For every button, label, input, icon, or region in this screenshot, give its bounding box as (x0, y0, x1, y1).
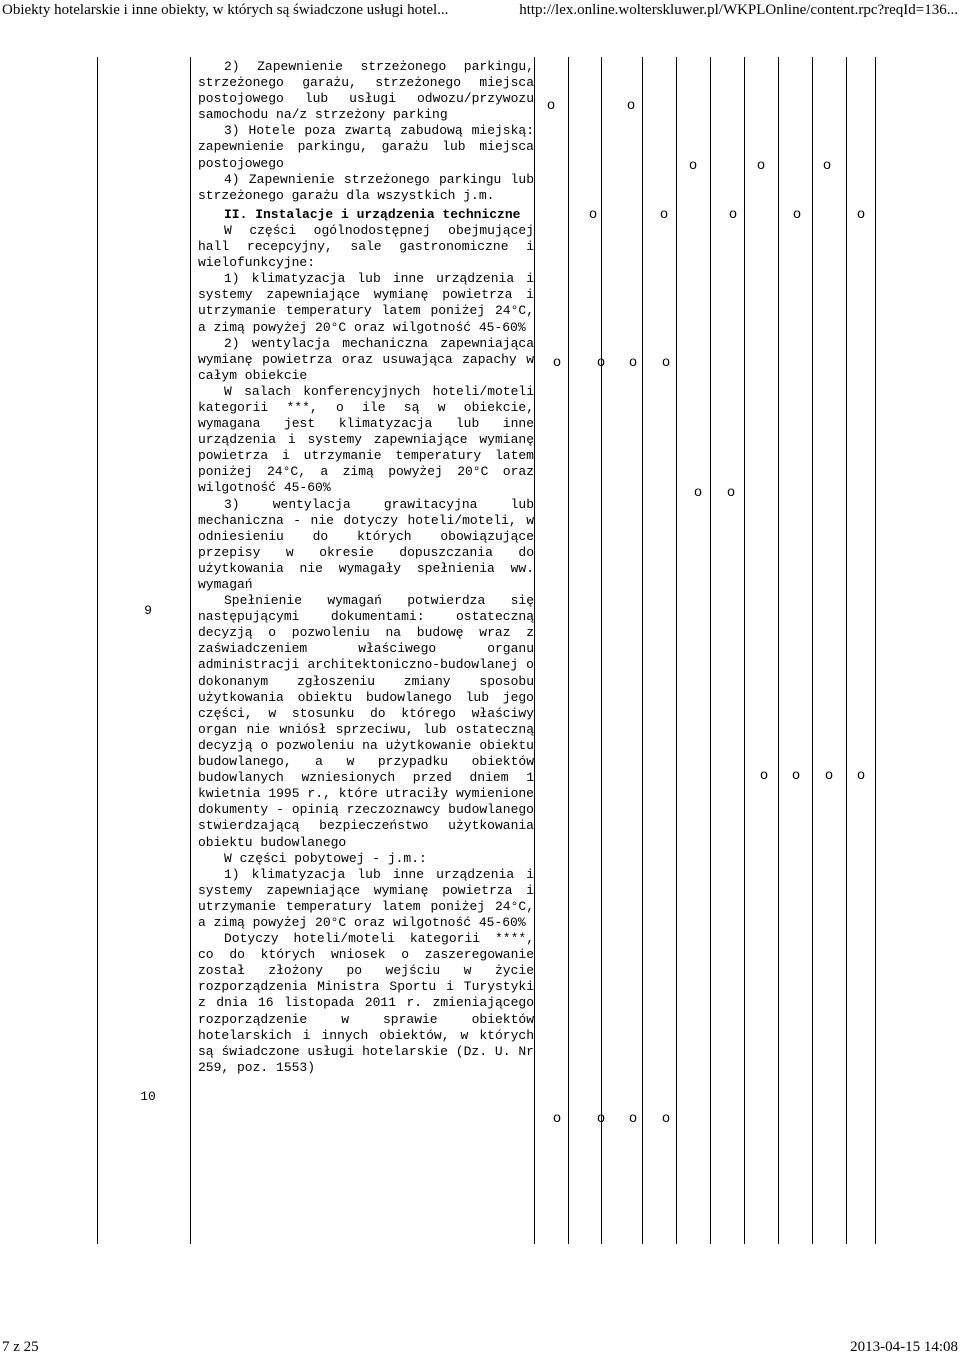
browser-print-header (0, 0, 960, 20)
column-line (710, 57, 711, 1244)
row-number-10: 10 (140, 1089, 156, 1104)
column-line (812, 57, 813, 1244)
requirement-mark: o (727, 483, 735, 499)
page-title: Obiekty hotelarskie i inne obiekty, w których są świadczone usługi hotel... (2, 2, 449, 18)
column-line (534, 57, 535, 1244)
requirement-mark: o (793, 205, 801, 221)
requirement-mark: o (597, 353, 605, 369)
column-line (568, 57, 569, 1244)
requirement-mark: o (597, 1109, 605, 1125)
requirement-mark: o (729, 205, 737, 221)
requirement-item: W części pobytowej - j.m.: (224, 850, 427, 866)
requirement-mark: o (857, 205, 865, 221)
column-line (778, 57, 779, 1244)
requirement-mark: o (857, 766, 865, 782)
row-number-9: 9 (144, 603, 152, 618)
column-line (875, 57, 876, 1244)
requirement-item: W części ogólnodostępnej obejmującej hall recepcyjny, sale gastronomiczne i wielofunkcyjne: (198, 222, 534, 271)
requirement-item: Dotyczy hoteli/moteli kategorii ****, co do których wniosek o zaszeregowanie został złożony po wejściu w życie rozporządzenia Ministra Sportu i Turystyki z dnia 16 listopada 2011 r. zmieniającego rozporządzenie w sprawie obiektów hotelarskich i innych obiektów, w których są świadczone usługi hotelarskie (Dz. U. Nr 259, poz. 1553) (198, 931, 534, 1075)
requirement-mark: o (825, 766, 833, 782)
requirement-mark: o (662, 353, 670, 369)
requirement-mark: o (553, 353, 561, 369)
browser-print-footer (0, 1338, 960, 1358)
column-line (744, 57, 745, 1244)
requirement-item: 2) Zapewnienie strzeżonego parkingu, strzeżonego garażu, strzeżonego miejsca postojowego lub usługi odwozu/przywozu samochodu na/z strzeżony parking (198, 59, 534, 123)
requirement-mark: o (589, 205, 597, 221)
section-heading: II. Instalacje i urządzenia techniczne (224, 206, 521, 222)
requirement-mark: o (547, 96, 555, 112)
requirement-mark: o (757, 156, 765, 172)
requirement-mark: o (694, 483, 702, 499)
requirement-item: 3) wentylacja grawitacyjna lub mechaniczna - nie dotyczy hoteli/moteli, w odniesieniu do których obowiązujące przepisy w okresie dopuszczania do użytkowania nie wymagały spełnienia ww. wymagań (198, 496, 534, 592)
requirement-mark: o (689, 156, 697, 172)
requirement-mark: o (553, 1109, 561, 1125)
requirement-mark: o (629, 353, 637, 369)
column-line (190, 57, 191, 1244)
requirement-mark: o (660, 205, 668, 221)
requirement-item: 1) klimatyzacja lub inne urządzenia i systemy zapewniające wymianę powietrza i utrzymanie temperatury latem poniżej 24°C, a zimą powyżej 20°C oraz wilgotność 45-60% (198, 866, 534, 930)
column-line (846, 57, 847, 1244)
requirement-mark: o (627, 96, 635, 112)
page-counter: 7 z 25 (2, 1339, 39, 1355)
requirement-item: 3) Hotele poza zwartą zabudową miejską: zapewnienie parkingu, garażu lub miejsca postojowego (198, 123, 534, 171)
column-line (601, 57, 602, 1244)
requirement-mark: o (662, 1109, 670, 1125)
print-timestamp: 2013-04-15 14:08 (850, 1339, 958, 1355)
requirement-item: W salach konferencyjnych hoteli/moteli kategorii ***, o ile są w obiekcie, wymagana jest klimatyzacja lub inne urządzenia i systemy zapewniające wymianę powietrza i utrzymanie temperatury latem poniżej 24°C, a zimą powyżej 20°C oraz wilgotność 45-60% (198, 383, 534, 496)
requirement-item: 1) klimatyzacja lub inne urządzenia i systemy zapewniające wymianę powietrza i utrzymanie temperatury latem poniżej 24°C, a zimą powyżej 20°C oraz wilgotność 45-60% (198, 271, 534, 335)
requirement-item: Spełnienie wymagań potwierdza się następującymi dokumentami: ostateczną decyzją o pozwoleniu na budowę wraz z zaświadczeniem właściwego organu administracji architektoniczno-budowlanej o dokonanym zgłoszeniu zmiany sposobu użytkowania obiektu budowlanego lub jego części, w stosunku do którego właściwy organ nie wniósł sprzeciwu, lub ostateczną decyzją o pozwoleniu na użytkowanie obiektu budowlanego, a w przypadku obiektów budowlanych wzniesionych przed dniem 1 kwietnia 1995 r., które utraciły wymienione dokumenty - opinią rzeczoznawcy budowlanego stwierdzającą bezpieczeństwo użytkowania obiektu budowlanego (198, 593, 534, 850)
column-line (642, 57, 643, 1244)
column-line (97, 57, 98, 1244)
requirement-mark: o (629, 1109, 637, 1125)
requirement-mark: o (792, 766, 800, 782)
requirement-item: 2) wentylacja mechaniczna zapewniająca wymianę powietrza oraz usuwająca zapachy w całym obiekcie (198, 335, 534, 383)
column-line (676, 57, 677, 1244)
requirements-text (198, 59, 534, 1076)
requirement-item: 4) Zapewnienie strzeżonego parkingu lub strzeżonego garażu dla wszystkich j.m. (198, 171, 534, 203)
requirement-mark: o (823, 156, 831, 172)
page-url: http://lex.online.wolterskluwer.pl/WKPLOnline/content.rpc?reqId=136... (519, 2, 958, 18)
requirement-mark: o (760, 766, 768, 782)
